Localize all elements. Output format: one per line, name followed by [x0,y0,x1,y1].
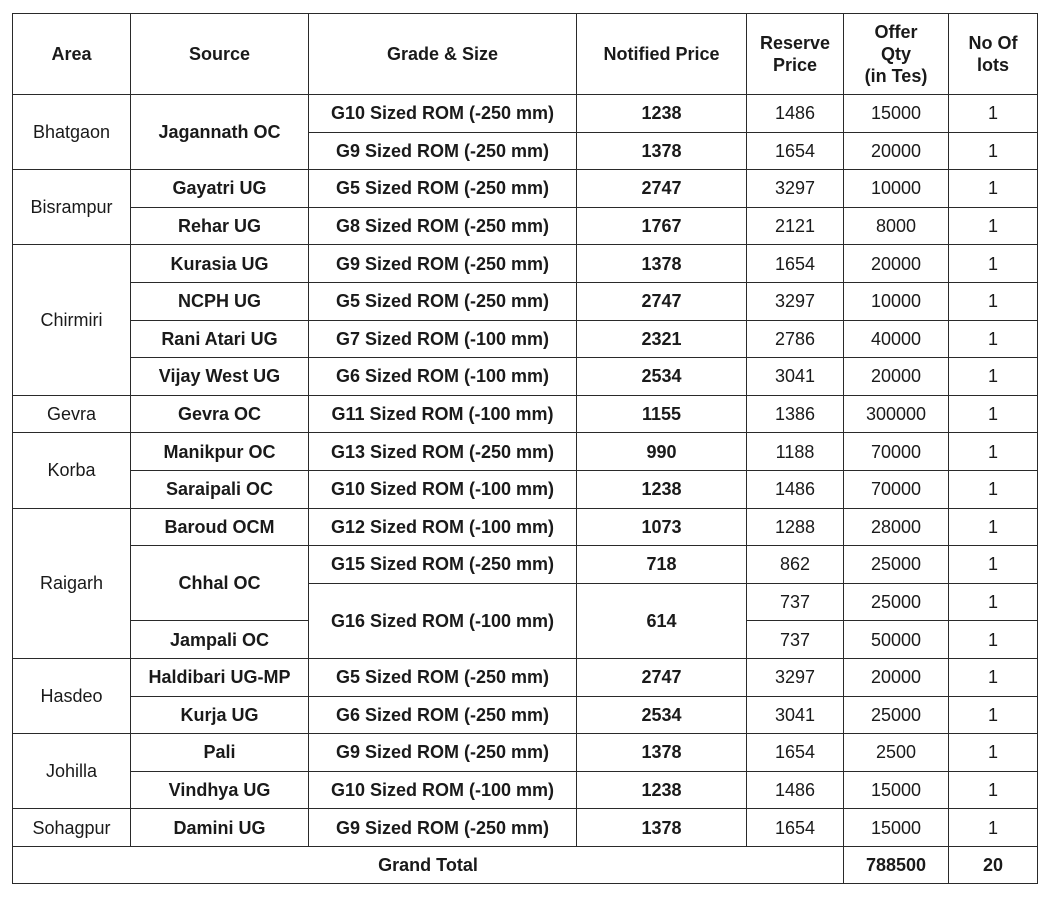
offer-qty-cell: 70000 [844,470,949,508]
offer-qty-cell: 20000 [844,245,949,283]
source-cell: Jagannath OC [131,95,309,170]
grand-total-row [13,846,1038,883]
offer-qty-cell: 10000 [844,170,949,208]
grade-cell: G9 Sized ROM (-250 mm) [309,132,577,170]
header-source: Source [131,14,309,95]
table-row [13,358,1038,396]
grand-total-qty: 788500 [844,846,949,883]
offer-qty-cell: 50000 [844,621,949,659]
notified-price-cell: 1378 [577,132,747,170]
grade-cell: G9 Sized ROM (-250 mm) [309,809,577,847]
lots-cell: 1 [949,470,1038,508]
area-cell: Sohagpur [13,809,131,847]
reserve-price-cell: 737 [747,621,844,659]
notified-price-cell: 614 [577,583,747,658]
reserve-price-cell: 2121 [747,207,844,245]
lots-cell: 1 [949,734,1038,772]
area-cell: Hasdeo [13,658,131,733]
header-area: Area [13,14,131,95]
offer-qty-cell: 25000 [844,696,949,734]
area-cell: Bisrampur [13,170,131,245]
header-lots-line1: No Of [968,33,1018,53]
header-offer-qty [844,14,949,95]
offer-qty-cell: 20000 [844,658,949,696]
lots-cell: 1 [949,95,1038,133]
grade-cell: G15 Sized ROM (-250 mm) [309,546,577,584]
source-cell: Manikpur OC [131,433,309,471]
area-cell: Bhatgaon [13,95,131,170]
coal-auction-table [12,13,1038,884]
offer-qty-cell: 10000 [844,282,949,320]
source-cell: Kurja UG [131,696,309,734]
offer-qty-cell: 2500 [844,734,949,772]
header-grade-size: Grade & Size [309,14,577,95]
table-row [13,207,1038,245]
grand-total-lots: 20 [949,846,1038,883]
lots-cell: 1 [949,696,1038,734]
reserve-price-cell: 862 [747,546,844,584]
table-row [13,170,1038,208]
lots-cell: 1 [949,320,1038,358]
source-cell: Gevra OC [131,395,309,433]
notified-price-cell: 2321 [577,320,747,358]
lots-cell: 1 [949,583,1038,621]
table-row [13,320,1038,358]
reserve-price-cell: 1386 [747,395,844,433]
offer-qty-cell: 40000 [844,320,949,358]
source-cell: NCPH UG [131,282,309,320]
area-cell: Chirmiri [13,245,131,395]
offer-qty-cell: 15000 [844,809,949,847]
table-row [13,546,1038,584]
reserve-price-cell: 2786 [747,320,844,358]
reserve-price-cell: 1486 [747,470,844,508]
table-row [13,734,1038,772]
header-offer-line1: Offer [874,22,918,42]
source-cell: Vindhya UG [131,771,309,809]
header-row [13,14,1038,95]
source-cell: Saraipali OC [131,470,309,508]
notified-price-cell: 1155 [577,395,747,433]
grade-cell: G8 Sized ROM (-250 mm) [309,207,577,245]
notified-price-cell: 2747 [577,170,747,208]
lots-cell: 1 [949,771,1038,809]
reserve-price-cell: 3297 [747,282,844,320]
grade-cell: G6 Sized ROM (-100 mm) [309,358,577,396]
reserve-price-cell: 1654 [747,809,844,847]
grade-cell: G7 Sized ROM (-100 mm) [309,320,577,358]
table-row [13,696,1038,734]
notified-price-cell: 2534 [577,358,747,396]
grade-cell: G13 Sized ROM (-250 mm) [309,433,577,471]
reserve-price-cell: 1486 [747,95,844,133]
header-offer-line2: Qty [880,44,911,64]
table-row [13,245,1038,283]
table-row [13,508,1038,546]
source-cell: Rani Atari UG [131,320,309,358]
source-cell: Haldibari UG-MP [131,658,309,696]
grade-cell: G16 Sized ROM (-100 mm) [309,583,577,658]
reserve-price-cell: 1188 [747,433,844,471]
offer-qty-cell: 8000 [844,207,949,245]
offer-qty-cell: 25000 [844,546,949,584]
lots-cell: 1 [949,207,1038,245]
header-lots-line2: lots [976,55,1009,75]
area-cell: Gevra [13,395,131,433]
reserve-price-cell: 1486 [747,771,844,809]
lots-cell: 1 [949,433,1038,471]
reserve-price-cell: 1654 [747,245,844,283]
source-cell: Jampali OC [131,621,309,659]
grade-cell: G9 Sized ROM (-250 mm) [309,245,577,283]
table-row [13,470,1038,508]
grade-cell: G5 Sized ROM (-250 mm) [309,170,577,208]
notified-price-cell: 1378 [577,809,747,847]
grade-cell: G11 Sized ROM (-100 mm) [309,395,577,433]
table-row [13,809,1038,847]
area-cell: Johilla [13,734,131,809]
reserve-price-cell: 3297 [747,658,844,696]
header-no-of-lots [949,14,1038,95]
lots-cell: 1 [949,546,1038,584]
header-reserve-line1: Reserve [759,33,831,53]
table-row [13,395,1038,433]
offer-qty-cell: 70000 [844,433,949,471]
grade-cell: G5 Sized ROM (-250 mm) [309,282,577,320]
notified-price-cell: 1238 [577,470,747,508]
lots-cell: 1 [949,170,1038,208]
reserve-price-cell: 737 [747,583,844,621]
grade-cell: G10 Sized ROM (-100 mm) [309,771,577,809]
source-cell: Vijay West UG [131,358,309,396]
notified-price-cell: 1378 [577,245,747,283]
grade-cell: G10 Sized ROM (-100 mm) [309,470,577,508]
offer-qty-cell: 15000 [844,95,949,133]
lots-cell: 1 [949,508,1038,546]
header-notified-price: Notified Price [577,14,747,95]
source-cell: Damini UG [131,809,309,847]
offer-qty-cell: 28000 [844,508,949,546]
lots-cell: 1 [949,358,1038,396]
reserve-price-cell: 3041 [747,696,844,734]
grade-cell: G12 Sized ROM (-100 mm) [309,508,577,546]
header-reserve-price [747,14,844,95]
notified-price-cell: 1378 [577,734,747,772]
reserve-price-cell: 1654 [747,132,844,170]
area-cell: Raigarh [13,508,131,658]
notified-price-cell: 2747 [577,658,747,696]
table-row [13,433,1038,471]
lots-cell: 1 [949,621,1038,659]
grade-cell: G9 Sized ROM (-250 mm) [309,734,577,772]
notified-price-cell: 1238 [577,771,747,809]
grade-cell: G10 Sized ROM (-250 mm) [309,95,577,133]
notified-price-cell: 1073 [577,508,747,546]
notified-price-cell: 2534 [577,696,747,734]
offer-qty-cell: 300000 [844,395,949,433]
source-cell: Baroud OCM [131,508,309,546]
lots-cell: 1 [949,395,1038,433]
table-row [13,282,1038,320]
table-row [13,658,1038,696]
lots-cell: 1 [949,282,1038,320]
offer-qty-cell: 20000 [844,132,949,170]
table-row [13,771,1038,809]
header-offer-line3: (in Tes) [864,66,928,86]
table-row [13,95,1038,133]
offer-qty-cell: 20000 [844,358,949,396]
offer-qty-cell: 15000 [844,771,949,809]
notified-price-cell: 990 [577,433,747,471]
notified-price-cell: 1767 [577,207,747,245]
header-reserve-line2: Price [772,55,818,75]
area-cell: Korba [13,433,131,508]
lots-cell: 1 [949,809,1038,847]
offer-qty-cell: 25000 [844,583,949,621]
lots-cell: 1 [949,245,1038,283]
lots-cell: 1 [949,658,1038,696]
source-cell: Chhal OC [131,546,309,621]
source-cell: Gayatri UG [131,170,309,208]
lots-cell: 1 [949,132,1038,170]
reserve-price-cell: 1288 [747,508,844,546]
reserve-price-cell: 1654 [747,734,844,772]
grand-total-label: Grand Total [13,846,844,883]
notified-price-cell: 1238 [577,95,747,133]
notified-price-cell: 2747 [577,282,747,320]
notified-price-cell: 718 [577,546,747,584]
grade-cell: G5 Sized ROM (-250 mm) [309,658,577,696]
source-cell: Pali [131,734,309,772]
source-cell: Rehar UG [131,207,309,245]
source-cell: Kurasia UG [131,245,309,283]
grade-cell: G6 Sized ROM (-250 mm) [309,696,577,734]
reserve-price-cell: 3041 [747,358,844,396]
reserve-price-cell: 3297 [747,170,844,208]
